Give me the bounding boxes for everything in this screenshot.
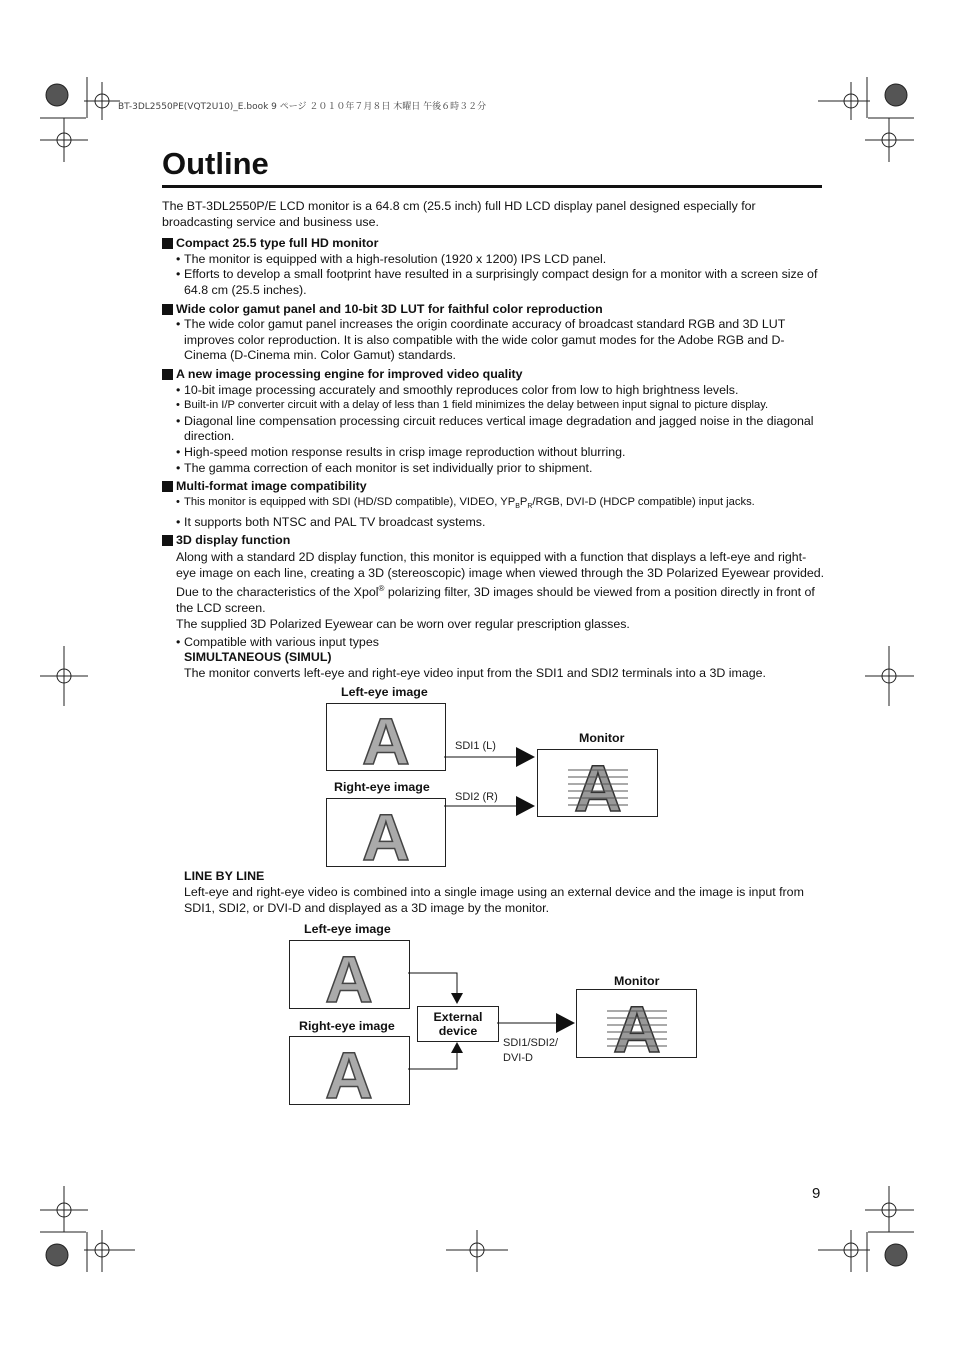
svg-text:A: A xyxy=(362,704,410,770)
letter-a-icon xyxy=(327,704,445,770)
list-item: • Built-in I/P converter circuit with a delay of less than 1 field minimizes the delay between input signal to picture display. xyxy=(176,399,769,412)
diagram2-right-eye-box xyxy=(289,1036,410,1105)
list-item: • The wide color gamut panel increases the origin coordinate accuracy of broadcast standard RGB and 3D LUT improves color reproduction. It is also compatible with the wide color gamut modes for the Adobe RGB and D-Cinema (D-Cinema min. Color Gamut) standards. xyxy=(176,317,786,363)
diagram1-left-eye-label: Left-eye image xyxy=(341,685,428,699)
diagram1-sdi2-label: SDI2 (R) xyxy=(455,791,498,803)
page-number: 9 xyxy=(812,1185,821,1202)
page-title: Outline xyxy=(162,146,269,181)
title-rule xyxy=(162,185,822,188)
simul-text: The monitor converts left-eye and right-eye video input from the SDI1 and SDI2 terminals into a 3D image. xyxy=(184,666,766,681)
letter-a-icon xyxy=(290,1037,409,1104)
section-heading-gamut: Wide color gamut panel and 10-bit 3D LUT for faithful color reproduction xyxy=(162,302,826,318)
square-bullet-icon xyxy=(162,369,173,380)
section-heading-3d: 3D display function xyxy=(162,533,826,549)
main-content xyxy=(162,199,826,682)
diagram2-monitor-box xyxy=(576,989,697,1058)
intro-paragraph: The BT-3DL2550P/E LCD monitor is a 64.8 cm (25.5 inch) full HD LCD display panel designed especially for broadcasting service and business use. xyxy=(162,199,756,229)
list-item: • This monitor is equipped with SDI (HD/SD compatible), VIDEO, $YP_BP_R$/RGB, DVI-D (HDCP compatible) input jacks. xyxy=(176,495,755,510)
diagram1-sdi1-label: SDI1 (L) xyxy=(455,740,496,752)
list-item: • Diagonal line compensation processing circuit reduces vertical image degradation and jagged noise in the diagonal direction. xyxy=(176,413,814,444)
square-bullet-icon xyxy=(162,304,173,315)
svg-text:A: A xyxy=(574,751,622,816)
diagram1-monitor-label: Monitor xyxy=(579,731,625,745)
external-device-box: External device xyxy=(417,1006,499,1042)
book-header-line: BT-3DL2550PE(VQT2U10)_E.book 9 ページ ２０１０年７月８日 木曜日 午後６時３２分 xyxy=(118,102,487,112)
diagram2-monitor-label: Monitor xyxy=(614,974,660,988)
simul-heading: SIMULTANEOUS (SIMUL) xyxy=(184,650,332,665)
svg-text:A: A xyxy=(362,800,410,866)
letter-a-striped-icon xyxy=(538,750,657,816)
line-by-line-heading: LINE BY LINE xyxy=(184,869,265,883)
diagram2-left-eye-label: Left-eye image xyxy=(304,922,391,936)
list-item: • It supports both NTSC and PAL TV broadcast systems. xyxy=(176,514,486,529)
svg-text:A: A xyxy=(325,942,373,1008)
3d-paragraph-1: Along with a standard 2D display function, this monitor is equipped with a function that displays a left-eye and right-eye image on each line, creating a 3D (stereoscopic) image when viewed through the 3D Polarized Eyewear provided. xyxy=(176,549,825,580)
3d-paragraph-3: The supplied 3D Polarized Eyewear can be worn over regular prescription glasses. xyxy=(176,616,630,631)
letter-a-icon xyxy=(327,799,445,866)
3d-paragraph-2: Due to the characteristics of the Xpol® polarizing filter, 3D images should be viewed from a position directly in front of the LCD screen. xyxy=(176,583,815,615)
line-by-line-text: Left-eye and right-eye video is combined into a single image using an external device and the image is input from SDI1, SDI2, or DVI-D and displayed as a 3D image by the monitor. xyxy=(184,885,804,915)
diagram2-left-eye-box xyxy=(289,940,410,1009)
list-item: • Compatible with various input types xyxy=(176,634,379,649)
square-bullet-icon xyxy=(162,535,173,546)
list-item: • High-speed motion response results in crisp image reproduction without blurring. xyxy=(176,444,626,459)
diagram2-right-eye-label: Right-eye image xyxy=(299,1019,395,1033)
svg-text:A: A xyxy=(613,992,661,1057)
list-item: • The monitor is equipped with a high-resolution (1920 x 1200) IPS LCD panel. xyxy=(176,251,607,266)
section-heading-compact: Compact 25.5 type full HD monitor xyxy=(162,236,826,252)
diagram1-left-eye-box xyxy=(326,703,446,771)
section-heading-engine: A new image processing engine for improved video quality xyxy=(162,367,826,383)
section-heading-multiformat: Multi-format image compatibility xyxy=(162,479,826,495)
line-by-line-block xyxy=(184,868,826,916)
square-bullet-icon xyxy=(162,238,173,249)
diagram1-right-eye-label: Right-eye image xyxy=(334,780,430,794)
list-item: • The gamma correction of each monitor is set individually prior to shipment. xyxy=(176,460,593,475)
list-item: • 10-bit image processing accurately and smoothly reproduces color from low to high brightness levels. xyxy=(176,382,739,397)
diagram1-monitor-box xyxy=(537,749,658,817)
list-item: • Efforts to develop a small footprint have resulted in a surprisingly compact design for a monitor with a screen size of 64.8 cm (25.5 inches). xyxy=(176,267,818,297)
diagram1-right-eye-box xyxy=(326,798,446,867)
svg-text:A: A xyxy=(325,1038,373,1104)
letter-a-striped-icon xyxy=(577,990,696,1057)
letter-a-icon xyxy=(290,941,409,1008)
square-bullet-icon xyxy=(162,481,173,492)
diagram2-connection-label: SDI1/SDI2/ DVI-D xyxy=(503,1037,559,1064)
